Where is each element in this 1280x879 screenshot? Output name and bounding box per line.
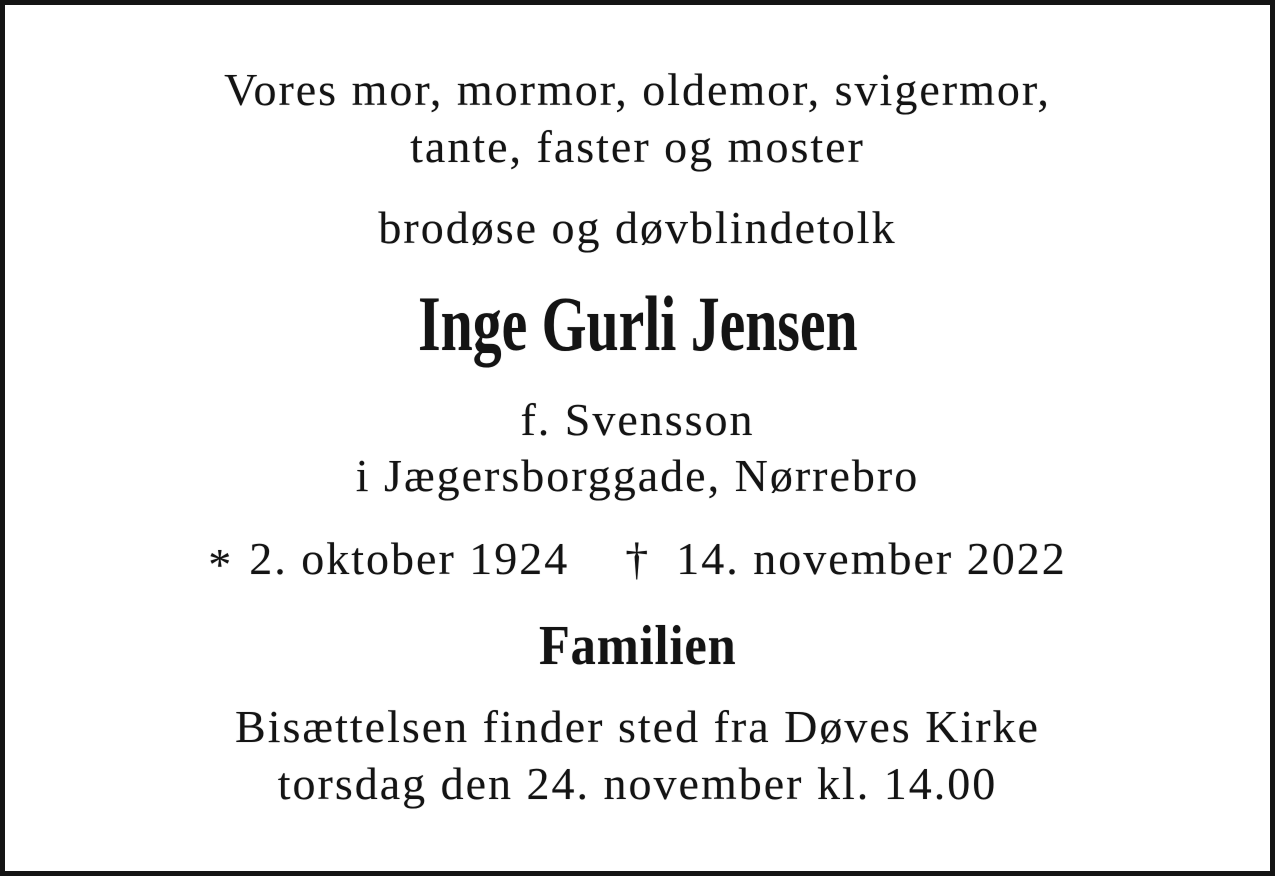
relations-text <box>5 61 1270 175</box>
deceased-name-text: Inge Gurli Jensen <box>417 280 858 367</box>
ceremony-line-2: torsdag den 24. november kl. 14.00 <box>277 758 998 809</box>
notice-content <box>5 5 1270 812</box>
life-dates <box>5 530 1270 590</box>
residence: i Jægersborggade, Nørrebro <box>355 450 920 501</box>
relations-line-2: tante, faster og moster <box>410 121 865 172</box>
ceremony-text <box>5 698 1270 812</box>
birth-date: 2. oktober 1924 <box>249 533 570 584</box>
maiden-and-residence <box>5 392 1270 504</box>
deceased-name <box>5 282 1270 366</box>
maiden-name: f. Svensson <box>520 394 755 445</box>
birth-date-group <box>208 530 570 590</box>
death-date-group <box>625 530 1066 587</box>
descriptor-text: brodøse og døvblindetolk <box>378 202 897 253</box>
relations-line-1: Vores mor, mormor, oldemor, svigermor, <box>224 64 1051 115</box>
birth-star-icon: * <box>208 539 234 590</box>
signature-text: Familien <box>538 615 737 677</box>
death-date: 14. november 2022 <box>676 533 1067 584</box>
signature <box>5 615 1270 677</box>
ceremony-line-1: Bisættelsen finder sted fra Døves Kirke <box>235 701 1040 752</box>
life-dates-row <box>208 530 1067 590</box>
dagger-cross-icon: † <box>625 533 651 584</box>
